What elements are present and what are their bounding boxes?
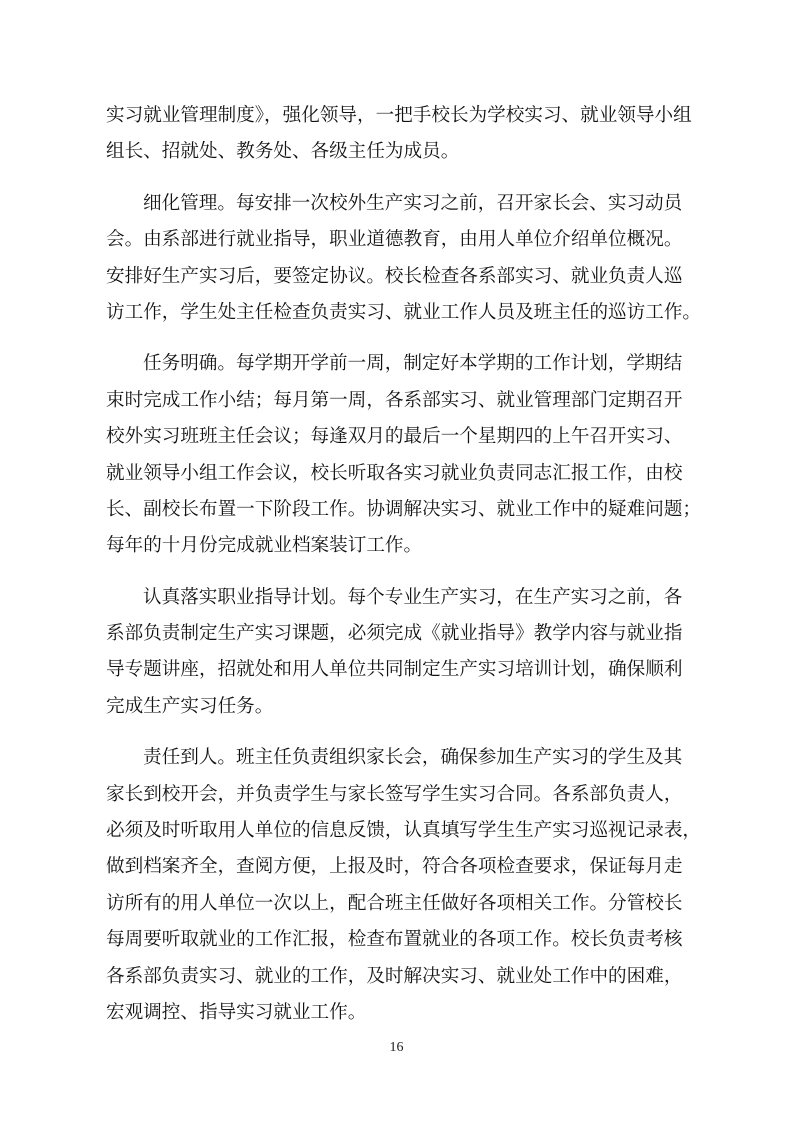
- text-line: 校外实习班班主任会议；每逢双月的最后一个星期四的上午召开实习、: [106, 426, 683, 448]
- paragraph-gap: [106, 331, 690, 346]
- text-line: 完成生产实习任务。: [106, 695, 274, 717]
- paragraph-gap: [106, 171, 690, 186]
- text-line: 宏观调控、指导实习就业工作。: [106, 1001, 367, 1023]
- text-line: 每年的十月份完成就业档案装订工作。: [106, 535, 423, 557]
- text-line: 访工作，学生处主任检查负责实习、就业工作人员及班主任的巡访工作。: [106, 301, 702, 323]
- paragraph: [106, 346, 702, 564]
- text-line: 访所有的用人单位一次以上，配合班主任做好各项相关工作。分管校长: [106, 892, 683, 914]
- text-line: 束时完成工作小结；每月第一周，各系部实习、就业管理部门定期召开: [106, 389, 683, 411]
- text-line: 会。由系部进行就业指导，职业道德教育，由用人单位介绍单位概况。: [106, 229, 683, 251]
- text-line: 安排好生产实习后，要签定协议。校长检查各系部实习、就业负责人巡: [106, 265, 683, 287]
- text-line: 就业领导小组工作会议，校长听取各实习就业负责同志汇报工作，由校: [106, 462, 683, 484]
- text-line: 做到档案齐全，查阅方便，上报及时，符合各项检查要求，保证每月走: [106, 856, 683, 878]
- paragraph: [106, 98, 690, 171]
- text-line: 细化管理。每安排一次校外生产实习之前，召开家长会、实习动员: [143, 192, 683, 214]
- text-line: 导专题讲座，招就处和用人单位共同制定生产实习培训计划，确保顺利: [106, 659, 683, 681]
- document-body: [106, 98, 702, 1031]
- paragraph: [106, 580, 690, 726]
- text-line: 责任到人。班主任负责组织家长会，确保参加生产实习的学生及其: [143, 747, 683, 769]
- text-line: 系部负责制定生产实习课题，必须完成《就业指导》教学内容与就业指: [106, 623, 683, 645]
- text-line: 每周要听取就业的工作汇报，检查布置就业的各项工作。校长负责考核: [106, 929, 683, 951]
- page-number: 16: [389, 1040, 404, 1055]
- text-line: 各系部负责实习、就业的工作，及时解决实习、就业处工作中的困难，: [106, 965, 683, 987]
- paragraph: [106, 186, 702, 332]
- paragraph-gap: [106, 565, 690, 580]
- paragraph: [106, 740, 702, 1031]
- text-line: 认真落实职业指导计划。每个专业生产实习，在生产实习之前，各: [143, 586, 683, 608]
- text-line: 长、副校长布置一下阶段工作。协调解决实习、就业工作中的疑难问题；: [106, 498, 702, 520]
- paragraph-gap: [106, 725, 690, 740]
- text-line: 必须及时听取用人单位的信息反馈，认真填写学生生产实习巡视记录表，: [106, 820, 702, 842]
- text-line: 实习就业管理制度》，强化领导，一把手校长为学校实习、就业领导小组: [106, 105, 692, 126]
- text-line: 家长到校开会，并负责学生与家长签写学生实习合同。各系部负责人，: [106, 783, 683, 805]
- text-line: 任务明确。每学期开学前一周，制定好本学期的工作计划，学期结: [143, 353, 683, 375]
- text-line: 组长、招就处、教务处、各级主任为成员。: [106, 141, 460, 163]
